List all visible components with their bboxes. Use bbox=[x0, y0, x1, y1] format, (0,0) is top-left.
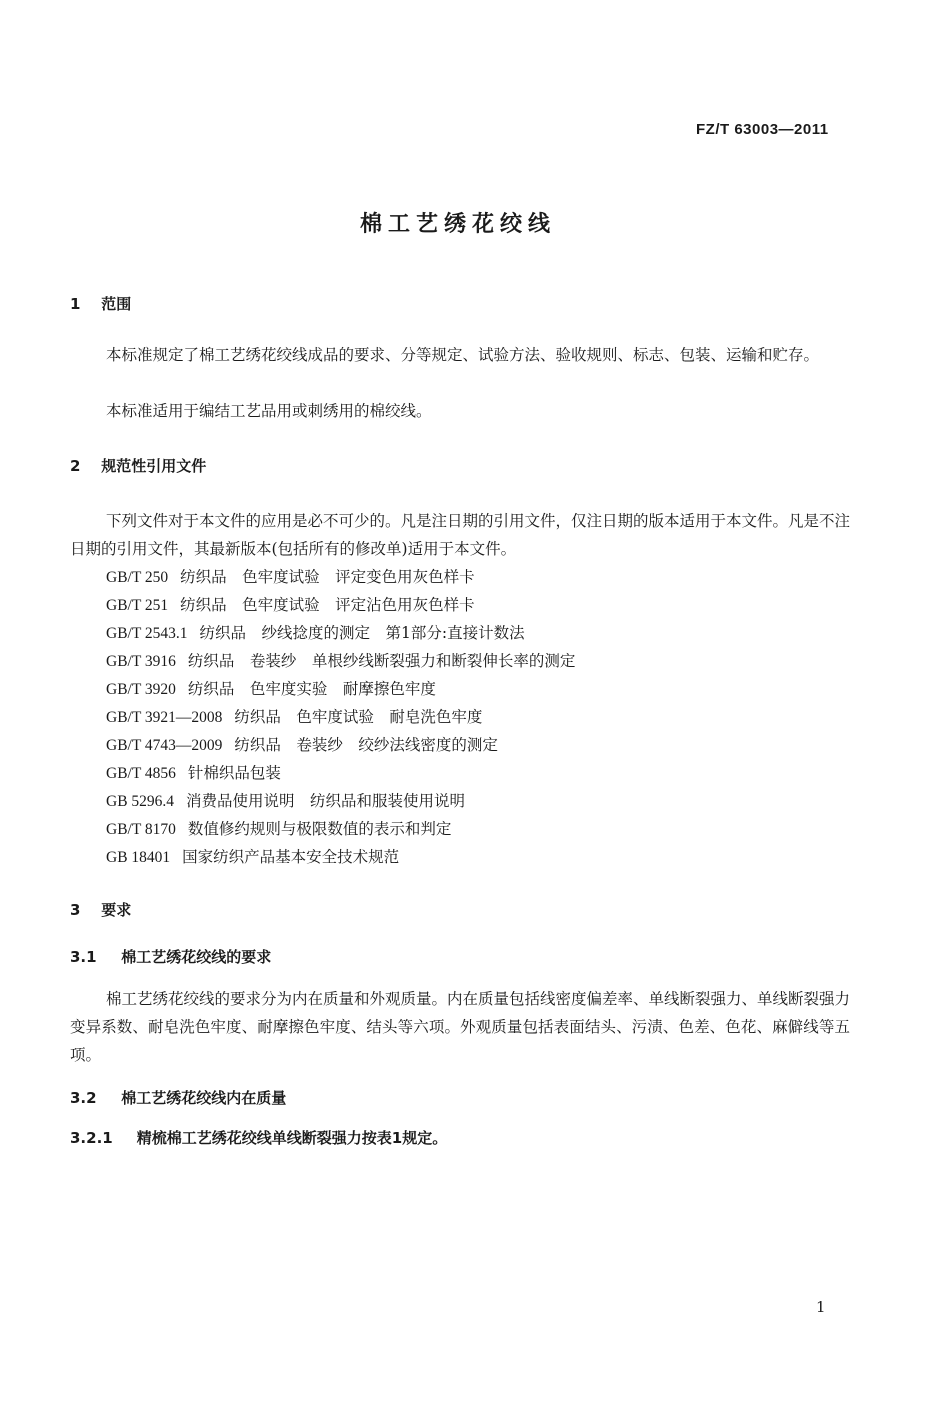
reference-item: GB/T 4856 针棉织品包装 bbox=[106, 764, 281, 782]
section-title: 范围 bbox=[101, 295, 132, 313]
section-title: 规范性引用文件 bbox=[101, 457, 207, 475]
standard-code: FZ/T 63003—2011 bbox=[696, 121, 829, 138]
section-3-2-1-clause bbox=[70, 1127, 447, 1148]
section-2-heading bbox=[70, 455, 206, 476]
reference-item: GB/T 2543.1 纺织品 纱线捻度的测定 第1部分:直接计数法 bbox=[106, 624, 525, 642]
section-title: 棉工艺绣花绞线的要求 bbox=[121, 948, 272, 966]
reference-item: GB/T 8170 数值修约规则与极限数值的表示和判定 bbox=[106, 820, 452, 838]
section-3-1-heading bbox=[70, 946, 271, 967]
reference-item: GB/T 3921—2008 纺织品 色牢度试验 耐皂洗色牢度 bbox=[106, 708, 483, 726]
section-1-heading bbox=[70, 293, 131, 314]
section-3-2-heading bbox=[70, 1087, 286, 1108]
section-3-1-paragraph: 棉工艺绣花绞线的要求分为内在质量和外观质量。内在质量包括线密度偏差率、单线断裂强力、单线断裂强力变异系数、耐皂洗色牢度、耐摩擦色牢度、结头等六项。外观质量包括表面结头、污渍、色差、色花、麻僻线等五项。 bbox=[70, 990, 851, 1064]
section-number: 3.2 bbox=[70, 1089, 97, 1107]
document-title: 棉工艺绣花绞线 bbox=[359, 212, 556, 237]
section-number: 3.2.1 bbox=[70, 1129, 113, 1147]
reference-item: GB/T 251 纺织品 色牢度试验 评定沾色用灰色样卡 bbox=[106, 596, 475, 614]
section-number: 1 bbox=[70, 295, 81, 313]
section-1-paragraph-2: 本标准适用于编结工艺品用或刺绣用的棉绞线。 bbox=[106, 402, 432, 420]
clause-text: 精梳棉工艺绣花绞线单线断裂强力按表1规定。 bbox=[136, 1129, 448, 1147]
section-title: 棉工艺绣花绞线内在质量 bbox=[121, 1089, 287, 1107]
reference-item: GB/T 250 纺织品 色牢度试验 评定变色用灰色样卡 bbox=[106, 568, 475, 586]
section-3-heading bbox=[70, 899, 131, 920]
section-number: 3.1 bbox=[70, 948, 97, 966]
section-number: 3 bbox=[70, 901, 81, 919]
section-number: 2 bbox=[70, 457, 81, 475]
reference-item: GB/T 4743—2009 纺织品 卷装纱 绞纱法线密度的测定 bbox=[106, 736, 498, 754]
section-1-paragraph-1: 本标准规定了棉工艺绣花绞线成品的要求、分等规定、试验方法、验收规则、标志、包装、运输和贮存。 bbox=[106, 346, 820, 364]
section-title: 要求 bbox=[101, 901, 132, 919]
reference-item: GB/T 3916 纺织品 卷装纱 单根纱线断裂强力和断裂伸长率的测定 bbox=[106, 652, 576, 670]
page-number: 1 bbox=[816, 1298, 826, 1316]
section-2-paragraph-1: 下列文件对于本文件的应用是必不可少的。凡是注日期的引用文件，仅注日期的版本适用于本文件。凡是不注日期的引用文件，其最新版本(包括所有的修改单)适用于本文件。 bbox=[70, 512, 851, 558]
reference-item: GB/T 3920 纺织品 色牢度实验 耐摩擦色牢度 bbox=[106, 680, 436, 698]
reference-item: GB 5296.4 消费品使用说明 纺织品和服装使用说明 bbox=[106, 792, 466, 810]
reference-item: GB 18401 国家纺织产品基本安全技术规范 bbox=[106, 848, 400, 866]
